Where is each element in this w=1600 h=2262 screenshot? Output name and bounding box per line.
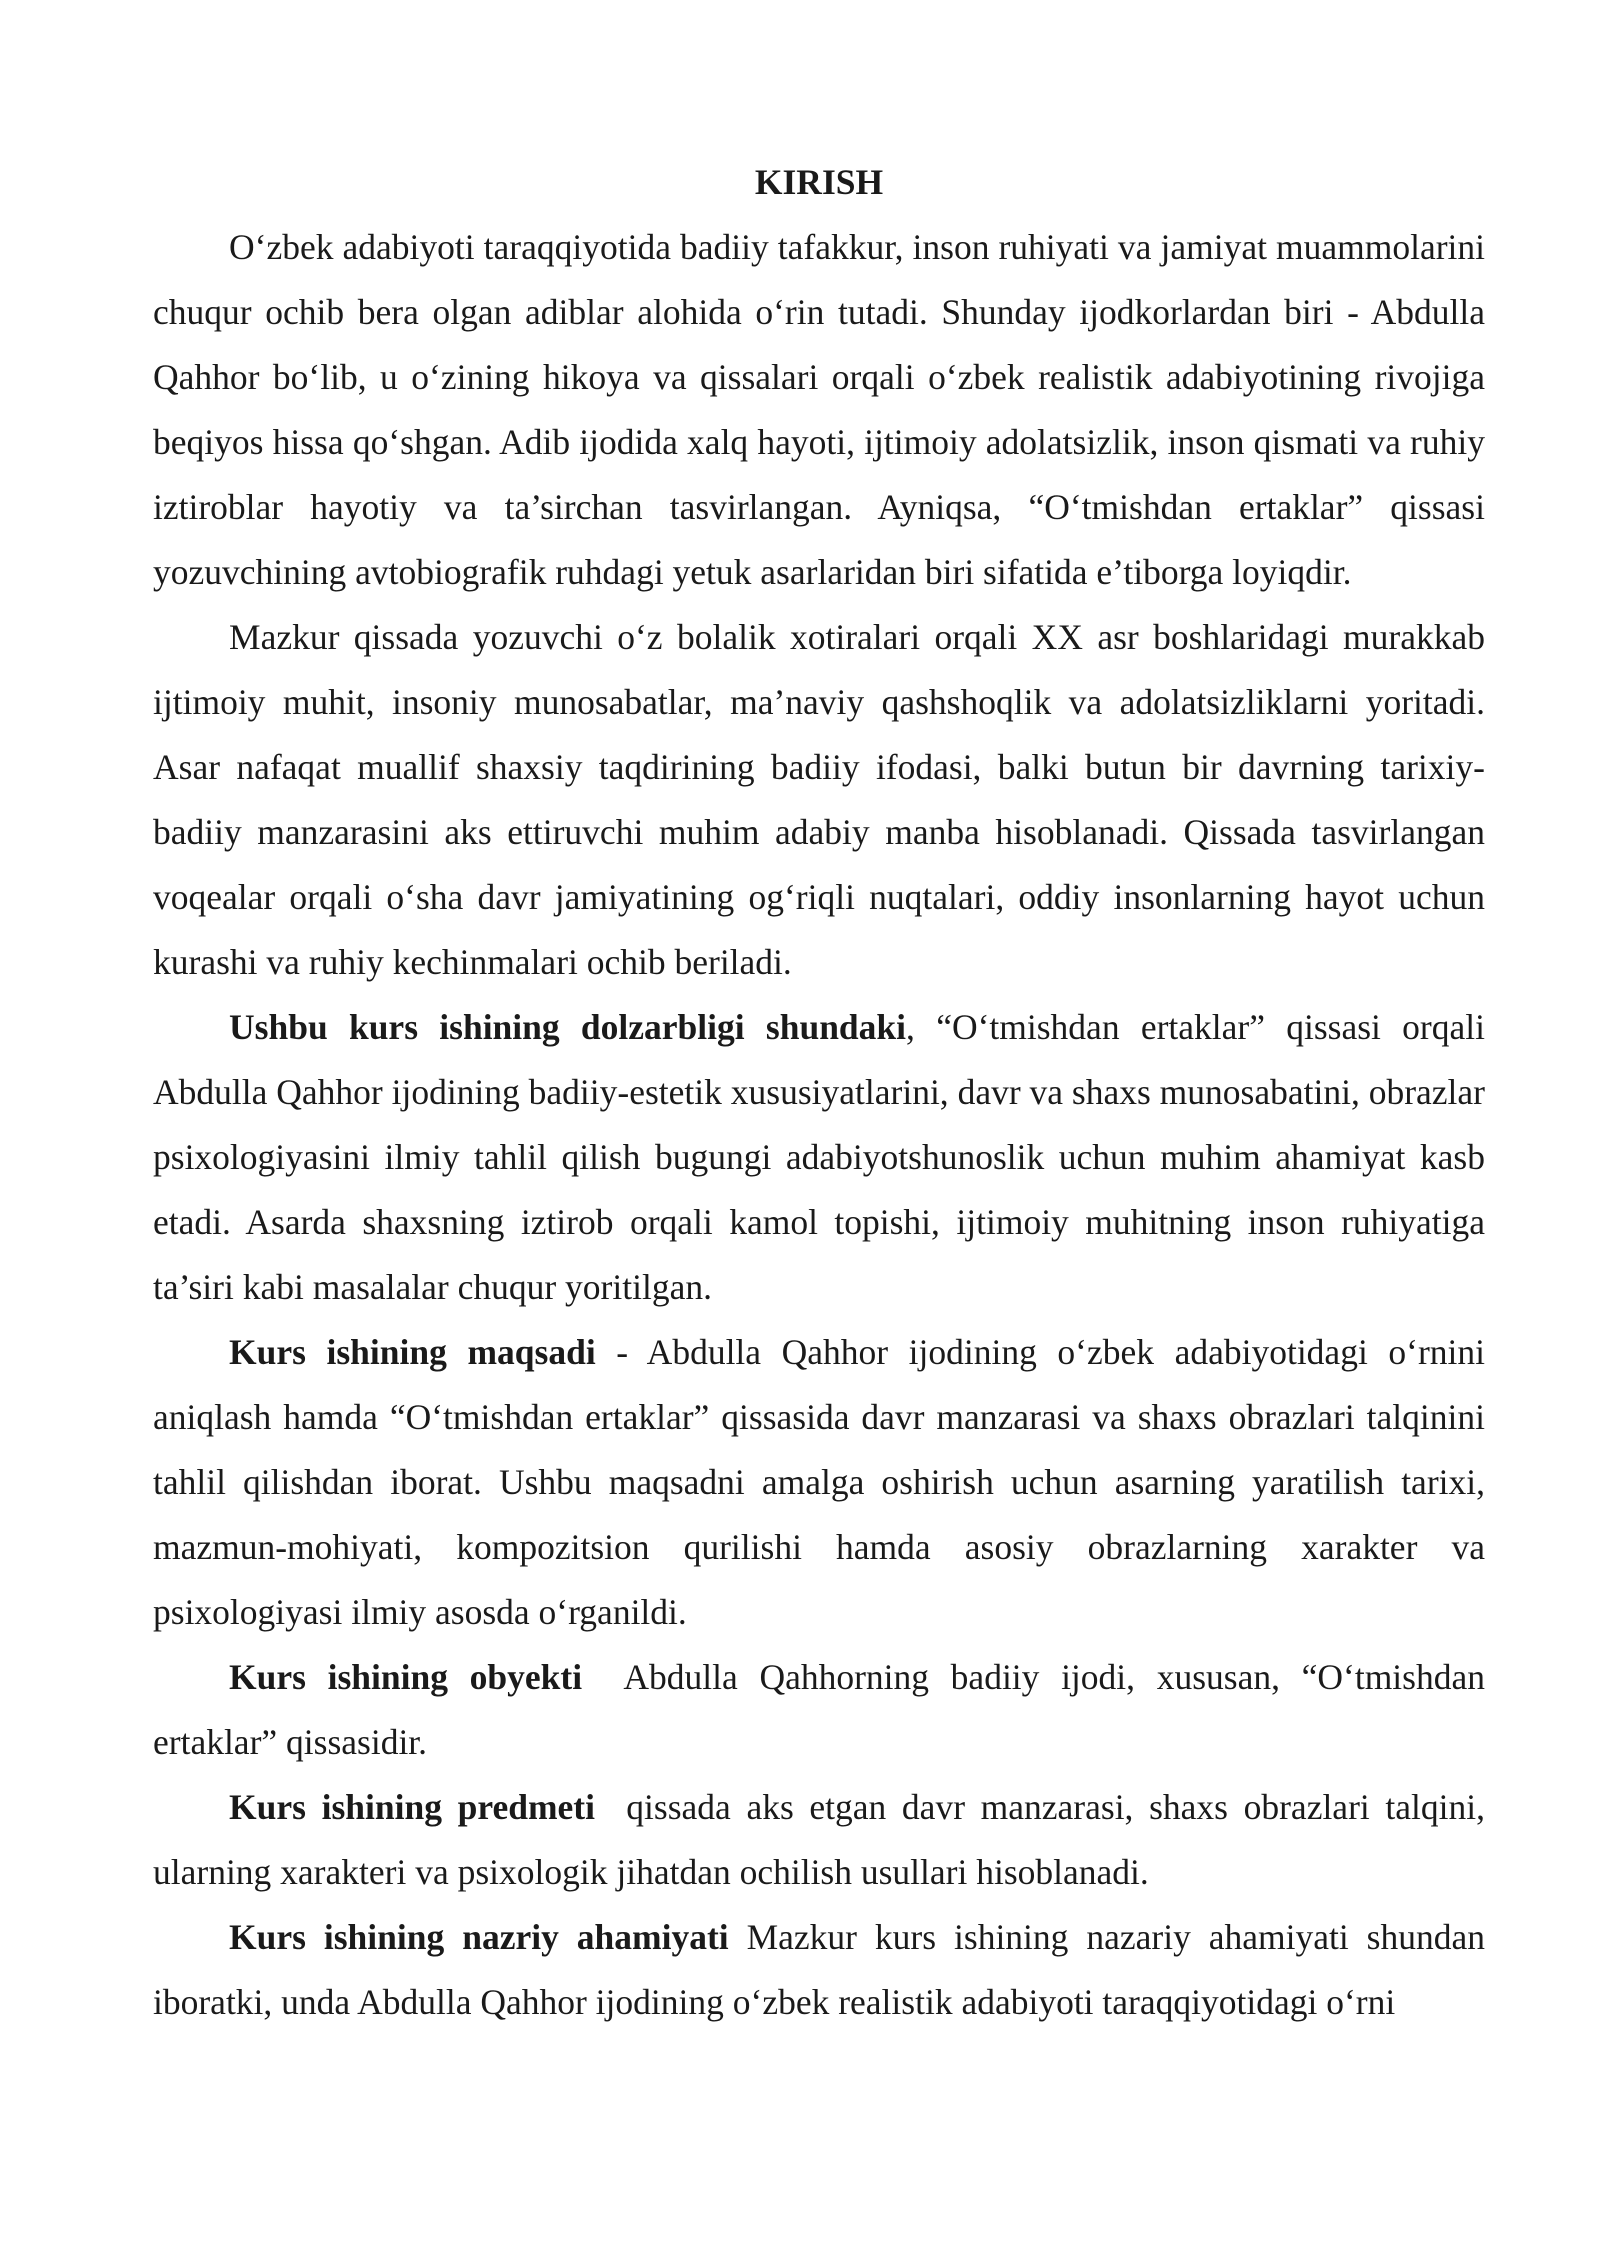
paragraph-intro	[153, 215, 1485, 605]
document-page	[153, 150, 1494, 2035]
paragraph-text: - Abdulla Qahhor ijodining o‘zbek adabiyotidagi o‘rnini aniqlash hamda “O‘tmishdan ertaklar” qissasida davr manzarasi va shaxs obrazlari talqinini tahlil qilishdan iborat. Ushbu maqsadni amalga oshirish uchun asarning yaratilish tarixi, mazmun-mohiyati, kompozitsion qurilishi hamda asosiy obrazlarning xarakter va psixologiyasi ilmiy asosda o‘rganildi.	[153, 1332, 1485, 1632]
paragraph-lead: Kurs ishining maqsadi	[229, 1332, 596, 1372]
page-title: KIRISH	[754, 162, 884, 202]
paragraph-subject	[153, 1775, 1494, 1905]
paragraph-object	[153, 1645, 1494, 1775]
paragraph-text: qissada aks etgan davr manzarasi, shaxs obrazlari talqini, ularning xarakteri va psixologik jihatdan ochilish usullari hisoblanadi.	[153, 1787, 1494, 1892]
paragraph-text: , “O‘tmishdan ertaklar” qissasi orqali Abdulla Qahhor ijodining badiiy-estetik xususiyatlarini, davr va shaxs munosabatini, obrazlar psixologiyasini ilmiy tahlil qilish bugungi adabiyotshunoslik uchun muhim ahamiyat kasb etadi. Asarda shaxsning iztirob orqali kamol topishi, ijtimoiy muhitning inson ruhiyatiga ta’siri kabi masalalar chuqur yoritilgan.	[153, 1007, 1485, 1307]
paragraph-goal	[153, 1320, 1485, 1645]
paragraph-lead: Kurs ishining obyekti	[229, 1657, 583, 1697]
paragraph-lead: Kurs ishining nazriy ahamiyati	[229, 1917, 729, 1957]
paragraph-lead: Ushbu kurs ishining dolzarbligi shundaki	[229, 1007, 907, 1047]
paragraph-text: Mazkur kurs ishining nazariy ahamiyati shundan iboratki, unda Abdulla Qahhor ijodining o‘zbek realistik adabiyoti taraqqiyotidagi o‘rni	[153, 1917, 1485, 2022]
paragraph-text: Mazkur qissada yozuvchi o‘z bolalik xotiralari orqali XX asr boshlaridagi murakkab ijtimoiy muhit, insoniy munosabatlar, ma’naviy qashshoqlik va adolatsizliklarni yoritadi. Asar nafaqat muallif shaxsiy taqdirining badiiy ifodasi, balki butun bir davrning tarixiy-badiiy manzarasini aks ettiruvchi muhim adabiy manba hisoblanadi. Qissada tasvirlangan voqealar orqali o‘sha davr jamiyatining og‘riqli nuqtalari, oddiy insonlarning hayot uchun kurashi va ruhiy kechinmalari ochib beriladi.	[153, 617, 1485, 982]
paragraph-text: O‘zbek adabiyoti taraqqiyotida badiiy tafakkur, inson ruhiyati va jamiyat muammolarini chuqur ochib bera olgan adiblar alohida o‘rin tutadi. Shunday ijodkorlardan biri - Abdulla Qahhor bo‘lib, u o‘zining hikoya va qissalari orqali o‘zbek realistik adabiyotining rivojiga beqiyos hissa qo‘shgan. Adib ijodida xalq hayoti, ijtimoiy adolatsizlik, inson qismati va ruhiy iztiroblar hayotiy va ta’sirchan tasvirlangan. Ayniqsa, “O‘tmishdan ertaklar” qissasi yozuvchining avtobiografik ruhdagi yetuk asarlaridan biri sifatida e’tiborga loyiqdir.	[153, 227, 1485, 592]
paragraph-theoretical-significance	[153, 1905, 1485, 2035]
paragraph-text: Abdulla Qahhorning badiiy ijodi, xususan, “O‘tmishdan ertaklar” qissasidir.	[153, 1657, 1494, 1762]
paragraph-context	[153, 605, 1485, 995]
paragraph-lead: Kurs ishining predmeti	[229, 1787, 595, 1827]
paragraph-relevance	[153, 995, 1485, 1320]
